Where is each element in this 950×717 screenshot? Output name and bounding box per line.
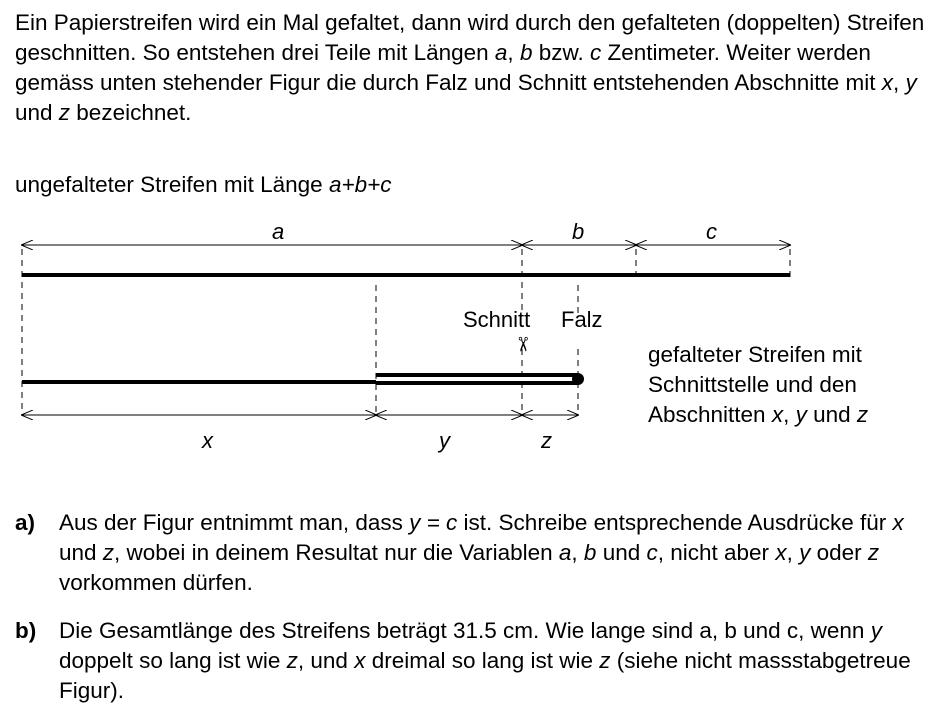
label-x: x <box>202 428 213 453</box>
scissors-icon: ✂ <box>511 336 535 353</box>
label-schnitt: Schnitt <box>463 307 531 332</box>
folded-strip-caption: gefalteter Streifen mit Schnittstelle und den Abschnitten x, y und z <box>648 342 869 427</box>
label-a: a <box>272 219 285 244</box>
label-b: b <box>572 219 585 244</box>
task-b-text: Die Gesamtlänge des Streifens beträgt 31.5 cm. Wie lange sind a, b und c, wenn y doppelt so lang ist wie z, und x dreimal so lang ist wie z (siehe nicht massstabgetreue Figur). <box>59 618 911 703</box>
fold-point <box>572 373 584 385</box>
label-falz: Falz <box>561 307 603 332</box>
label-c: c <box>706 219 717 244</box>
task-a-text: Aus der Figur entnimmt man, dass y = c ist. Schreibe entsprechende Ausdrücke für x und z, wobei in deinem Resultat nur die Variablen a, b und c, nicht aber x, y oder z vorkommen dürfen. <box>59 510 904 595</box>
task-b-label: b) <box>15 618 37 643</box>
unfolded-strip-caption: ungefalteter Streifen mit Länge a+b+c <box>15 172 392 197</box>
label-y: y <box>439 428 450 453</box>
task-b <box>15 616 935 706</box>
intro-text: Ein Papierstreifen wird ein Mal gefaltet, dann wird durch den gefalteten (doppelten) Streifen geschnitten. So entstehen drei Teile mit Längen a, b bzw. c Zentimeter. Weiter werden gemäss unten stehender Figur die durch Falz und Schnitt entstehenden Abschnitte mit x, y und z bezeichnet. <box>15 10 925 125</box>
task-a-label: a) <box>15 510 36 535</box>
task-a <box>15 508 935 598</box>
label-z: z <box>541 428 552 453</box>
folded-strip-double <box>376 375 578 383</box>
